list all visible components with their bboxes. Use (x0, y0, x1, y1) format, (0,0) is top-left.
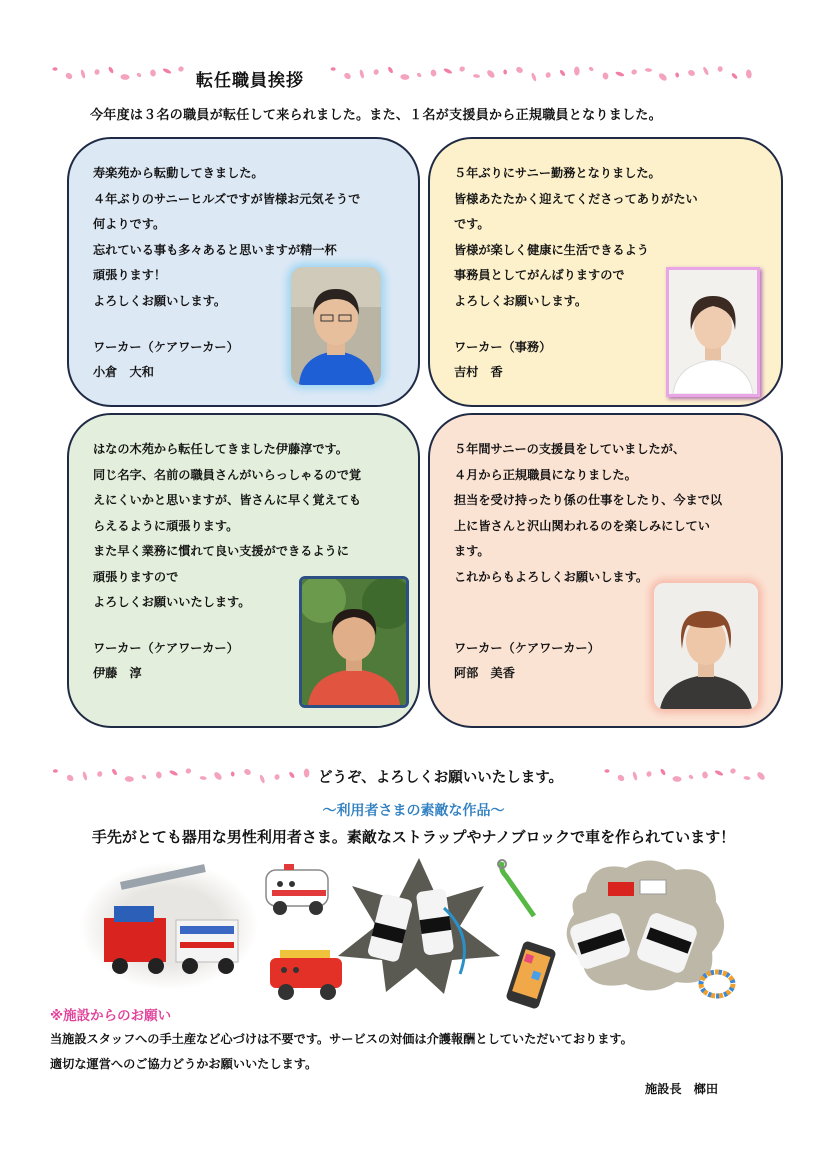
staff-message: ５年ぶりにサニー勤務となりました。 皆様あたたかく迎えてくださってありがたい です。 皆様が楽しく健康に生活できるよう 事務員としてがんばりますので よろしくお願いします。 (454, 166, 698, 308)
petal-decoration-right (600, 764, 768, 786)
staff-photo (666, 267, 760, 397)
request-heading: ※施設からのお願い (50, 1008, 172, 1024)
staff-photo (299, 576, 409, 708)
strap-craft-photo (334, 856, 504, 996)
staff-role: ワーカー（ケアワーカー） (454, 641, 600, 655)
smartphone-icon (506, 940, 556, 1010)
staff-role: ワーカー（事務） (454, 340, 552, 354)
staff-photo (291, 267, 381, 385)
request-body: 当施設スタッフへの手土産など心づけは不要です。サービスの対価は介護報酬としていただいております。 適切な運営へのご協力どうかお願いいたします。 (50, 1032, 633, 1071)
works-lead: 手先がとても器用な男性利用者さま。素敵なストラップやナノブロックで車を作られています！ (91, 828, 736, 846)
intro-text: 今年度は３名の職員が転任して来られました。また、１名が支援員から正規職員となりました。 (90, 108, 662, 123)
staff-name: 吉村 香 (454, 365, 503, 379)
staff-card-ogura (67, 137, 420, 407)
staff-card-abe (428, 413, 783, 728)
bracelet-icon (696, 966, 738, 1002)
staff-message: はなの木苑から転任してきました伊藤淳です。 同じ名字、名前の職員さんがいらっしゃるので覚 えにくいかと思いますが、皆さんに早く覚えても らえるように頑張ります。 また早く業務に慣れて良い支援ができるように 頑張りますので よろしくお願いいたします。 (93, 442, 362, 609)
staff-name: 伊藤 淳 (93, 666, 142, 680)
nanoblock-fire-truck-photo (80, 862, 258, 990)
ambulance-icon (262, 860, 336, 918)
strap-icon (494, 858, 540, 922)
staff-name: 小倉 大和 (93, 365, 154, 379)
staff-card-yoshimura (428, 137, 783, 407)
staff-message: ５年間サニーの支援員をしていましたが、 ４月から正規職員になりました。 担当を受け持ったり係の仕事をしたり、今まで以 上に皆さんと沢山関われるのを楽しみにしてい ます。 これからもよろしくお願いします。 (454, 442, 723, 584)
staff-photo (654, 583, 758, 709)
petal-decoration-left (48, 62, 188, 84)
page-title: 転任職員挨拶 (196, 71, 304, 91)
petal-decoration-right (326, 62, 756, 84)
works-subtitle: ～利用者さまの素敵な作品～ (322, 803, 505, 819)
staff-name: 阿部 美香 (454, 666, 515, 680)
closing-message: どうぞ、よろしくお願いいたします。 (318, 770, 564, 786)
staff-role: ワーカー（ケアワーカー） (93, 641, 239, 655)
petal-decoration-left (48, 764, 314, 786)
signature: 施設長 榔田 (645, 1082, 719, 1096)
staff-role: ワーカー（ケアワーカー） (93, 340, 239, 354)
staff-card-ito (67, 413, 420, 728)
staff-message: 寿楽苑から転動してきました。 ４年ぶりのサニーヒルズですが皆様お元気そうで 何よりです。 忘れている事も多々あると思いますが精一杯 頑張ります！ よろしくお願いします。 (93, 166, 361, 308)
